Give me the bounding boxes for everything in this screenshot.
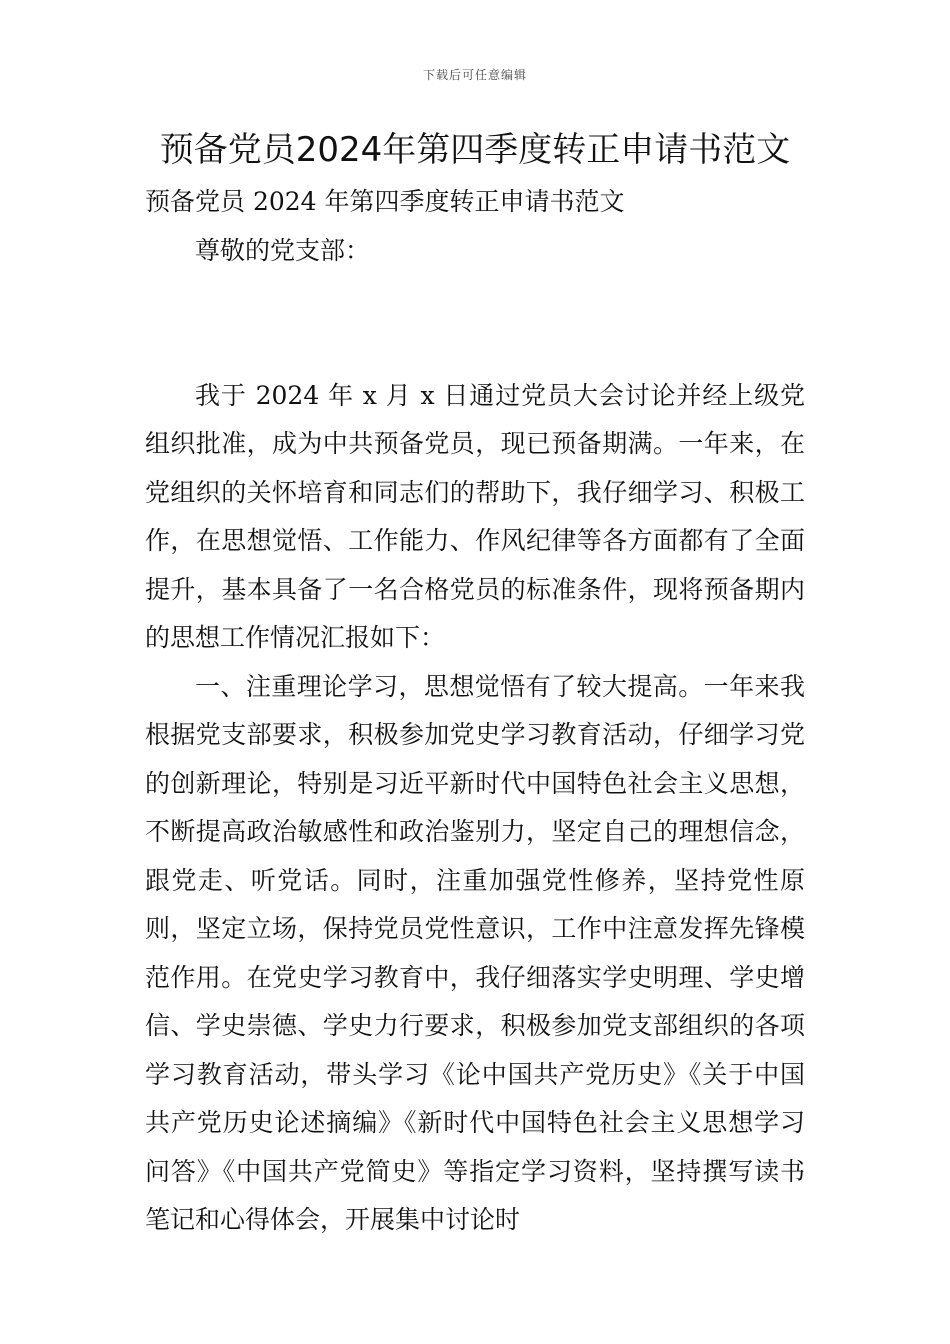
paragraph-section-one: 一、注重理论学习，思想觉悟有了较大提高。一年来我根据党支部要求，积极参加党史学习教育活动，仔细学习党的创新理论，特别是习近平新时代中国特色社会主义思想，不断提高政治敏感性和政治鉴别力，坚定自己的理想信念，跟党走、听党话。同时，注重加强党性修养，坚持党性原则，坚定立场，保持党员党性意识，工作中注意发挥先锋模范作用。在党史学习教育中，我仔细落实学史明理、学史增信、学史崇德、学史力行要求，积极参加党支部组织的各项学习教育活动，带头学习《论中国共产党历史》《关于中国共产党历史论述摘编》《新时代中国特色社会主义思想学习问答》《中国共产党简史》等指定学习资料，坚持撰写读书笔记和心得体会，开展集中讨论时 — [145, 671, 805, 1234]
header-note: 下载后可任意编辑 — [422, 68, 527, 82]
document-body — [145, 178, 805, 1245]
salutation: 尊敬的党支部： — [195, 235, 371, 265]
document-subtitle: 预备党员 2024 年第四季度转正申请书范文 — [145, 187, 625, 216]
paragraph-intro: 我于 2024 年 x 月 x 日通过党员大会讨论并经上级党组织批准，成为中共预备党员，现已预备期满。一年来，在党组织的关怀培育和同志们的帮助下，我仔细学习、积极工作，在思想觉悟、工作能力、作风纪律等各方面都有了全面提升，基本具备了一名合格党员的标准条件，现将预备期内的思想工作情况汇报如下： — [145, 380, 805, 652]
document-title: 预备党员2024年第四季度转正申请书范文 — [159, 130, 791, 170]
